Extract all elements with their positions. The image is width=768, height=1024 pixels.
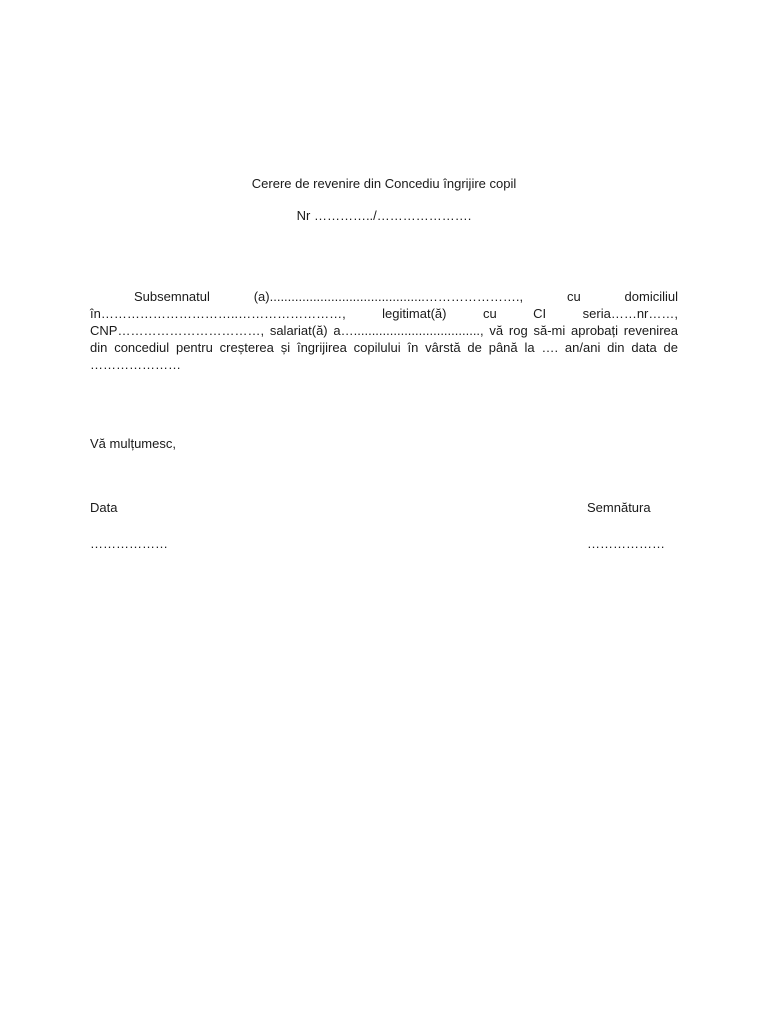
request-paragraph-text: Subsemnatul (a)...........................................…………………., cu domiciliul în…………………………..……………………, legitimat(ă) cu CI seria……nr……, CNP……………………………, salariat(ă) a…..................................., vă rog să-mi aprobați revenirea din concediul pentru creșterea și îngrijirea copilului în vârstă de până la …. an/ani din data de ………………… [90, 289, 678, 372]
date-label: Data [90, 500, 118, 515]
date-placeholder: ……………… [90, 536, 168, 551]
request-paragraph [90, 288, 678, 373]
registration-number-line: Nr …………../…………………. [296, 208, 472, 223]
document-title: Cerere de revenire din Concediu îngrijire copil [251, 176, 517, 191]
request-body [90, 288, 678, 373]
signature-label: Semnătura [587, 500, 651, 515]
closing-text: Vă mulțumesc, [90, 436, 176, 451]
signature-placeholder: ……………… [587, 536, 665, 551]
